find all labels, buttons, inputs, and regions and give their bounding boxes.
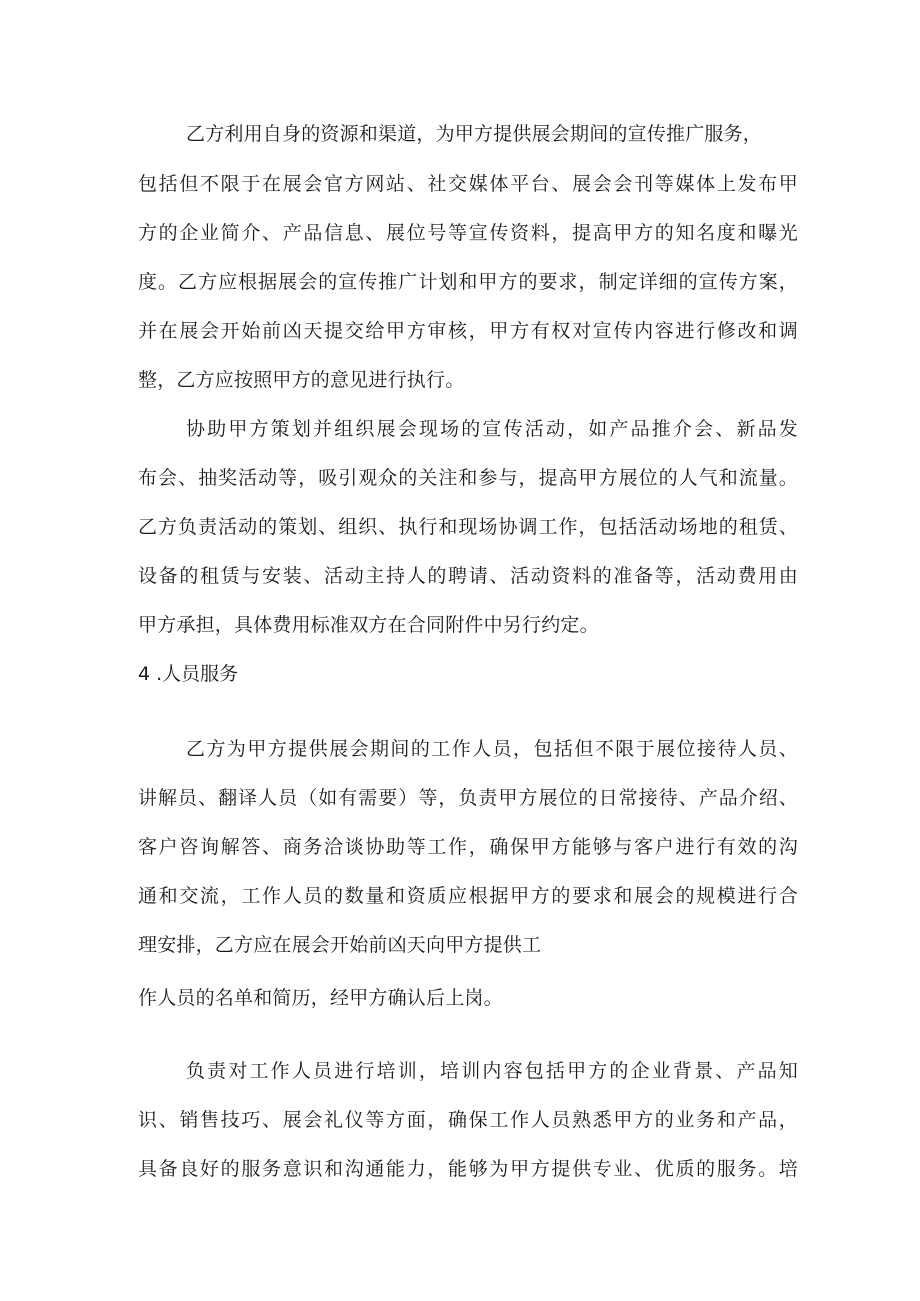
paragraph-1-line-1: 乙方利用自身的资源和渠道，为甲方提供展会期间的宣传推广服务，: [186, 123, 763, 145]
paragraph-4-line-3: 具备良好的服务意识和沟通能力，能够为甲方提供专业、优质的服务。培: [138, 1158, 798, 1180]
paragraph-1-line-5: 并在展会开始前凶天提交给甲方审核，甲方有权对宣传内容进行修改和调: [138, 320, 798, 342]
paragraph-3-line-6: 作人员的名单和简历，经甲方确认后上岗。: [138, 987, 503, 1009]
paragraph-2-line-1: 协助甲方策划并组织展会现场的宣传活动，如产品推介会、新品发: [186, 418, 798, 440]
paragraph-2-line-3: 乙方负责活动的策划、组织、执行和现场协调工作，包括活动场地的租赁、: [138, 516, 798, 538]
paragraph-2-line-2: 布会、抽奖活动等，吸引观众的关注和参与，提高甲方展位的人气和流量。: [138, 467, 798, 489]
paragraph-2-line-4: 设备的租赁与安装、活动主持人的聘请、活动资料的准备等，活动费用由: [138, 565, 798, 587]
paragraph-3-line-3: 客户咨询解答、商务洽谈协助等工作，确保甲方能够与客户进行有效的沟: [138, 836, 798, 858]
paragraph-1-line-2: 包括但不限于在展会官方网站、社交媒体平台、展会会刊等媒体上发布甲: [138, 173, 798, 195]
paragraph-3-line-2: 讲解员、翻译人员（如有需要）等，负责甲方展位的日常接待、产品介绍、: [138, 787, 798, 809]
paragraph-4-line-2: 识、销售技巧、展会礼仪等方面，确保工作人员熟悉甲方的业务和产品，: [138, 1109, 798, 1131]
paragraph-1-line-6: 整，乙方应按照甲方的意见进行执行。: [138, 369, 465, 391]
paragraph-1-line-3: 方的企业简介、产品信息、展位号等宣传资料，提高甲方的知名度和曝光: [138, 222, 798, 244]
paragraph-2-line-5: 甲方承担，具体费用标准双方在合同附件中另行约定。: [138, 614, 599, 636]
paragraph-3-line-5: 理安排，乙方应在展会开始前凶天向甲方提供工: [138, 934, 542, 956]
paragraph-4-line-1: 负责对工作人员进行培训，培训内容包括甲方的企业背景、产品知: [186, 1060, 798, 1082]
paragraph-3-line-1: 乙方为甲方提供展会期间的工作人员，包括但不限于展位接待人员、: [186, 738, 798, 760]
paragraph-3-line-4: 通和交流，工作人员的数量和资质应根据甲方的要求和展会的规模进行合: [138, 885, 798, 907]
section-4-heading: 4 .人员服务: [138, 663, 239, 685]
paragraph-1-line-4: 度。乙方应根据展会的宣传推广计划和甲方的要求，制定详细的宣传方案，: [138, 271, 798, 293]
